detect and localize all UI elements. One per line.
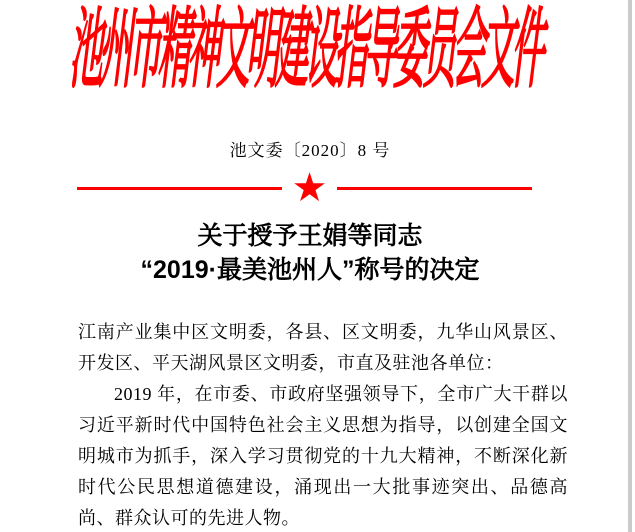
body-paragraph-intro: 2019 年，在市委、市政府坚强领导下，全市广大干群以习近平新时代中国特色社会主义思想为指导，以创建全国文明城市为抓手，深入学习贯彻党的十九大精神，不断深化新时代公民思想道德建设，涌现出一大批事迹突出、品德高尚、群众认可的先进人物。	[78, 384, 568, 528]
document-title-line1: 关于授予王娟等同志	[197, 222, 423, 250]
body-paragraph-recipients: 江南产业集中区文明委，各县、区文明委，九华山风景区、开发区、平天湖风景区文明委，市直及驻池各单位：	[78, 322, 568, 373]
document-body	[78, 317, 568, 532]
red-rule-separator	[77, 165, 532, 211]
red-rule-right	[337, 187, 532, 190]
document-number: 池文委〔2020〕8 号	[229, 141, 391, 160]
org-title: 池州市精神文明建设指导委员会文件	[66, 1, 550, 100]
red-rule-left	[77, 187, 282, 190]
document-title	[0, 219, 620, 287]
document-title-line2: “2019·最美池州人”称号的决定	[140, 256, 480, 284]
star-icon: ★	[291, 165, 328, 211]
red-masthead	[66, 1, 550, 100]
page-edge-strip	[628, 0, 632, 532]
